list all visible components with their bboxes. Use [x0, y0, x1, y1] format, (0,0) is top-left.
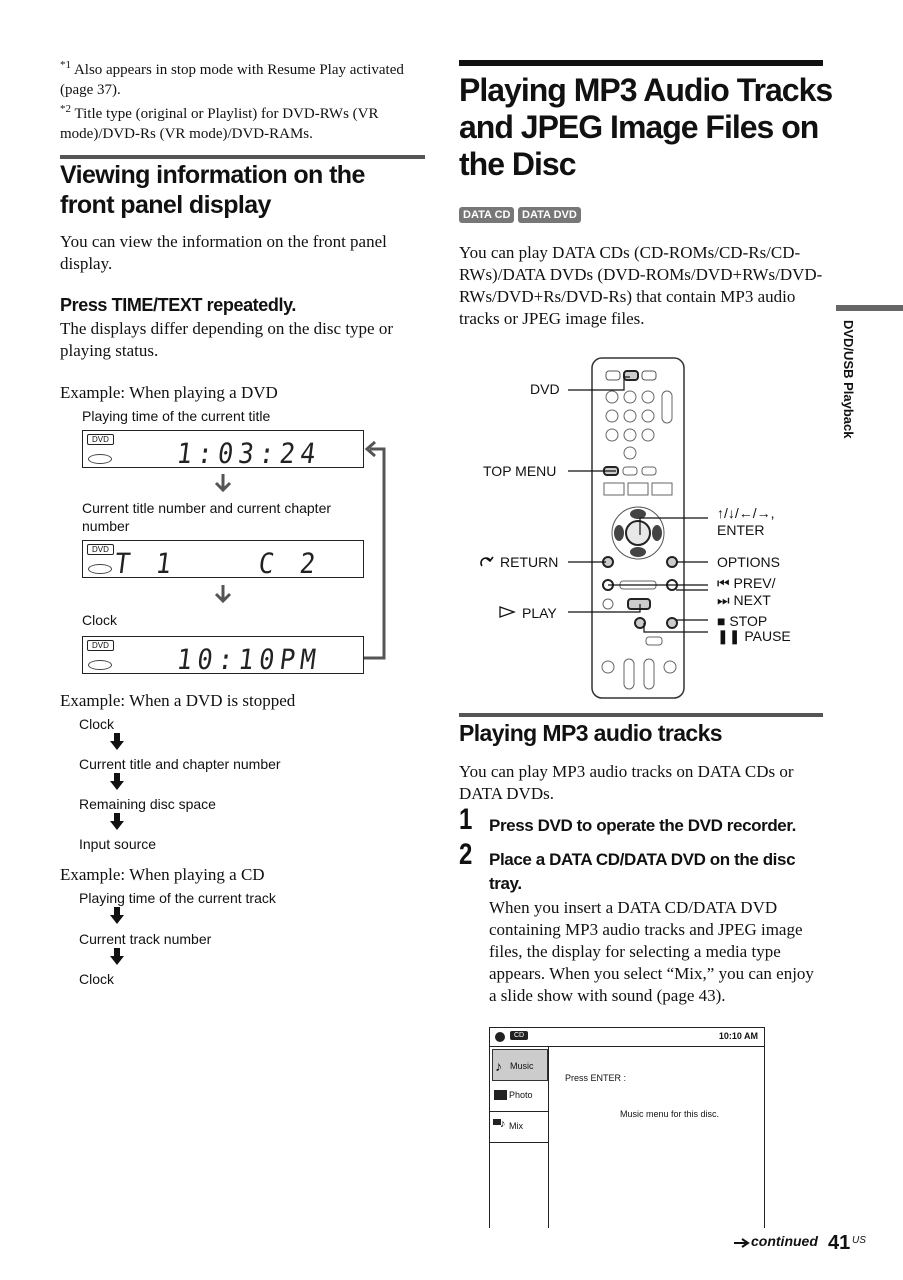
footnote-1-mark: *1 [60, 59, 71, 71]
down-arrow-icon [109, 947, 125, 967]
step-2-title: Place a DATA CD/DATA DVD on the disc tray. [489, 850, 796, 893]
ex2-item-1: Clock [79, 716, 115, 732]
disc-icon [495, 1032, 505, 1042]
label-enter: ENTER [717, 522, 765, 538]
sub-rule [459, 713, 823, 717]
menu-item-mix[interactable] [490, 1112, 548, 1143]
media-select-screen [489, 1027, 765, 1228]
label-pause: ❚❚ PAUSE [717, 628, 791, 644]
disc-icon [88, 660, 112, 670]
down-arrow-icon [109, 812, 125, 832]
section-rule [60, 155, 425, 159]
screen-time: 10:10 AM [718, 1031, 758, 1041]
music-note-icon: ♪ [500, 1118, 506, 1130]
continued-label: continued [751, 1233, 818, 1249]
side-tab [838, 320, 858, 460]
sub-heading: Playing MP3 audio tracks [459, 720, 722, 746]
footnote-1-text: Also appears in stop mode with Resume Play activated (page 37). [60, 62, 404, 98]
data-dvd-badge: DATA DVD [518, 207, 581, 223]
down-arrow-icon [109, 772, 125, 792]
menu-item-label: Music [510, 1061, 534, 1071]
menu-item-label: Photo [509, 1090, 533, 1100]
example-1-title: Example: When playing a DVD [60, 383, 278, 402]
ex2-item-2: Current title and chapter number [79, 756, 281, 772]
label-stop: ■ STOP [717, 613, 768, 629]
lcd-value: T 1 C 2 [113, 547, 324, 580]
ex1-label-2: Current title number and current chapter number [82, 500, 332, 534]
ex3-item-2: Current track number [79, 931, 212, 947]
lcd-dvd-tag: DVD [87, 434, 114, 445]
step-1-number: 1 [459, 803, 473, 836]
sub-intro: You can play MP3 audio tracks on DATA CDs or DATA DVDs. [459, 762, 794, 803]
cycle-arrow-icon [362, 440, 392, 662]
page-number: 41 [828, 1232, 851, 1254]
label-top-menu: TOP MENU [483, 463, 557, 479]
right-intro: You can play DATA CDs (CD-ROMs/CD-Rs/CD-RWs)/DATA DVDs (DVD-ROMs/DVD+RWs/DVD-RWs/DVD+Rs/DVD-Rs) that contain MP3 audio tracks or JPEG image files. [459, 243, 823, 328]
lcd-value: 1:03:24 [174, 437, 323, 470]
menu-item-label: Mix [509, 1121, 523, 1131]
ex1-label-1: Playing time of the current title [82, 408, 271, 424]
press-text: The displays differ depending on the disc type or playing status. [60, 319, 393, 360]
menu-item-photo[interactable] [490, 1081, 548, 1112]
disc-icon [88, 564, 112, 574]
intro-text: You can view the information on the front panel display. [60, 232, 387, 273]
example-2-title: Example: When a DVD is stopped [60, 691, 296, 710]
section-heading: Viewing information on the front panel display [60, 161, 365, 219]
lcd-display-1 [82, 430, 364, 468]
lcd-value: 10:10PM [174, 643, 323, 676]
label-options: OPTIONS [717, 554, 781, 570]
remote-leader-lines [560, 370, 720, 650]
ex1-label-3: Clock [82, 612, 118, 628]
photo-icon [494, 1090, 507, 1100]
footnote-2 [60, 99, 425, 144]
screen-description: Music menu for this disc. [620, 1109, 720, 1119]
label-next: ⏭ NEXT [717, 592, 771, 608]
footnote-1 [60, 55, 420, 100]
lcd-dvd-tag: DVD [87, 544, 114, 555]
menu-item-music[interactable] [492, 1049, 548, 1081]
screen-menu [490, 1047, 549, 1228]
data-cd-badge: DATA CD [459, 207, 514, 223]
continued-arrow-icon [733, 1237, 751, 1249]
ex2-item-4: Input source [79, 836, 157, 852]
ex2-item-3: Remaining disc space [79, 796, 216, 812]
music-note-icon: ♪ [495, 1058, 502, 1074]
example-3-title: Example: When playing a CD [60, 865, 265, 884]
return-icon [476, 553, 496, 569]
disc-icon [88, 454, 112, 464]
press-title: Press TIME/TEXT repeatedly. [60, 295, 296, 315]
label-prev: ⏮ PREV/ [717, 575, 776, 591]
side-tab-label: DVD/USB Playback [841, 320, 856, 439]
down-arrow-icon [109, 906, 125, 926]
play-icon [498, 605, 516, 619]
lcd-display-2 [82, 540, 364, 578]
label-arrows: ↑/↓/←/→, [717, 505, 775, 521]
down-arrow-icon [213, 472, 233, 494]
screen-prompt: Press ENTER : [565, 1073, 627, 1083]
footnote-2-mark: *2 [60, 103, 71, 115]
label-dvd: DVD [530, 381, 560, 397]
screen-header [490, 1028, 764, 1047]
ex3-item-3: Clock [79, 971, 115, 987]
step-1-title: Press DVD to operate the DVD recorder. [489, 816, 796, 835]
down-arrow-icon [213, 583, 233, 605]
ex3-item-1: Playing time of the current track [79, 890, 276, 906]
screen-disc-label: CD [510, 1031, 528, 1040]
side-tab-bar [836, 305, 903, 311]
region-label: US [852, 1235, 866, 1246]
step-2-text: When you insert a DATA CD/DATA DVD containing MP3 audio tracks and JPEG image files, the display for selecting a media type appears. When you select “Mix,” you can enjoy a slide show with sound (page 43). [489, 898, 814, 1005]
label-play: PLAY [522, 605, 557, 621]
lcd-display-3 [82, 636, 364, 674]
footnote-2-text: Title type (original or Playlist) for DVD-RWs (VR mode)/DVD-Rs (VR mode)/DVD-RAMs. [60, 106, 379, 142]
step-2-number: 2 [459, 838, 473, 871]
page-title: Playing MP3 Audio Tracks and JPEG Image Files on the Disc [459, 72, 833, 182]
label-return: RETURN [500, 554, 559, 570]
lcd-dvd-tag: DVD [87, 640, 114, 651]
down-arrow-icon [109, 732, 125, 752]
title-rule [459, 60, 823, 66]
